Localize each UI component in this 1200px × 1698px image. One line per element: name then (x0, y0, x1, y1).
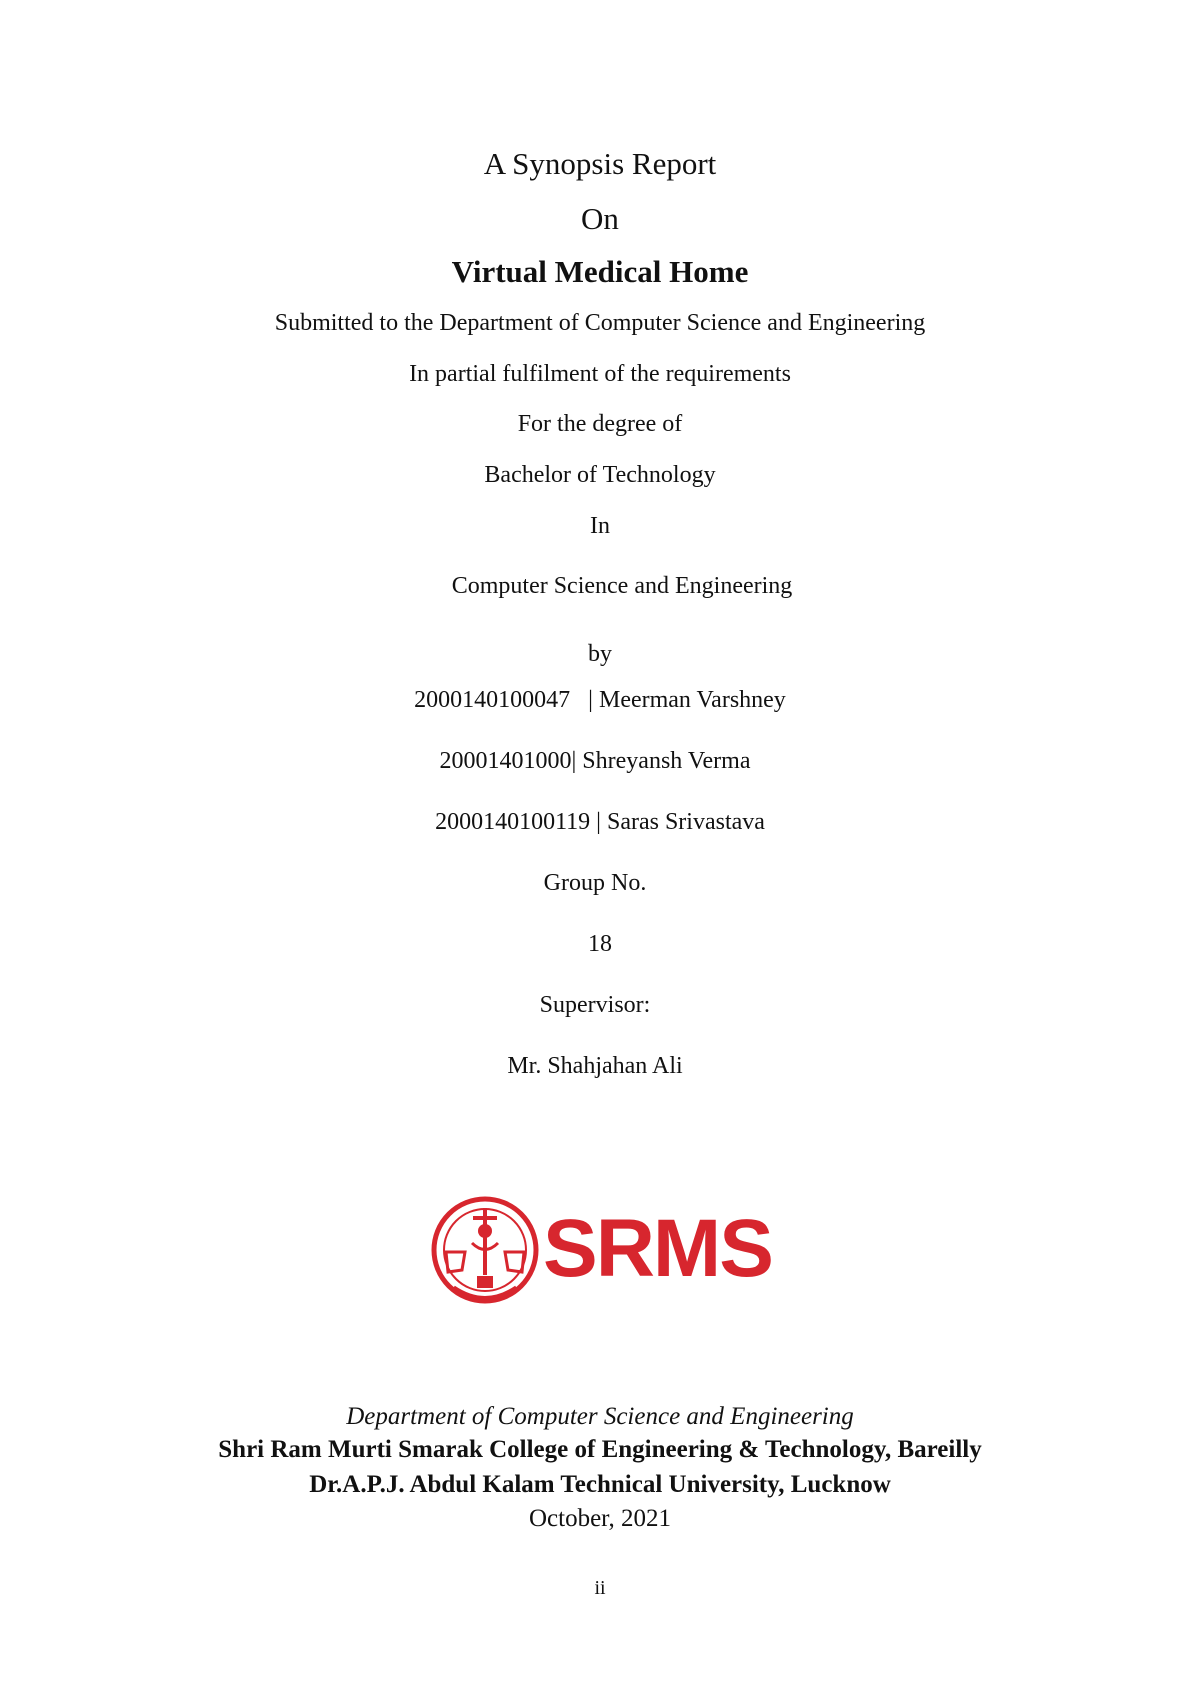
degree-name: Bachelor of Technology (484, 462, 716, 488)
srms-logo (430, 1188, 772, 1318)
partial-fulfilment: In partial fulfilment of the requirements (409, 361, 791, 387)
on-word: On (581, 201, 619, 236)
supervisor-name: Mr. Shahjahan Ali (507, 1053, 683, 1079)
student-entry: 2000140100047 | Meerman Varshney (414, 687, 786, 713)
page-number: ii (594, 1577, 606, 1599)
group-label: Group No. (543, 870, 647, 896)
student-entry: 20001401000| Shreyansh Verma (439, 748, 751, 774)
supervisor-label: Supervisor: (539, 992, 651, 1018)
university-name: Dr.A.P.J. Abdul Kalam Technical University, Lucknow (309, 1471, 891, 1498)
srms-wordmark: SRMS (543, 1203, 772, 1294)
degree-of: For the degree of (517, 411, 683, 437)
project-title: Virtual Medical Home (451, 254, 749, 289)
branch-name: Computer Science and Engineering (451, 573, 793, 599)
submitted-to: Submitted to the Department of Computer Science and Engineering (274, 310, 926, 336)
report-type: A Synopsis Report (483, 146, 717, 181)
by-word: by (588, 641, 612, 667)
submission-date: October, 2021 (528, 1505, 672, 1532)
student-entry: 2000140100119 | Saras Srivastava (435, 809, 765, 835)
in-word: In (590, 513, 610, 539)
group-number: 18 (588, 931, 612, 957)
department-name: Department of Computer Science and Engineering (346, 1403, 854, 1430)
srms-emblem-icon (430, 1188, 540, 1318)
college-name: Shri Ram Murti Smarak College of Engineering & Technology, Bareilly (218, 1436, 982, 1463)
